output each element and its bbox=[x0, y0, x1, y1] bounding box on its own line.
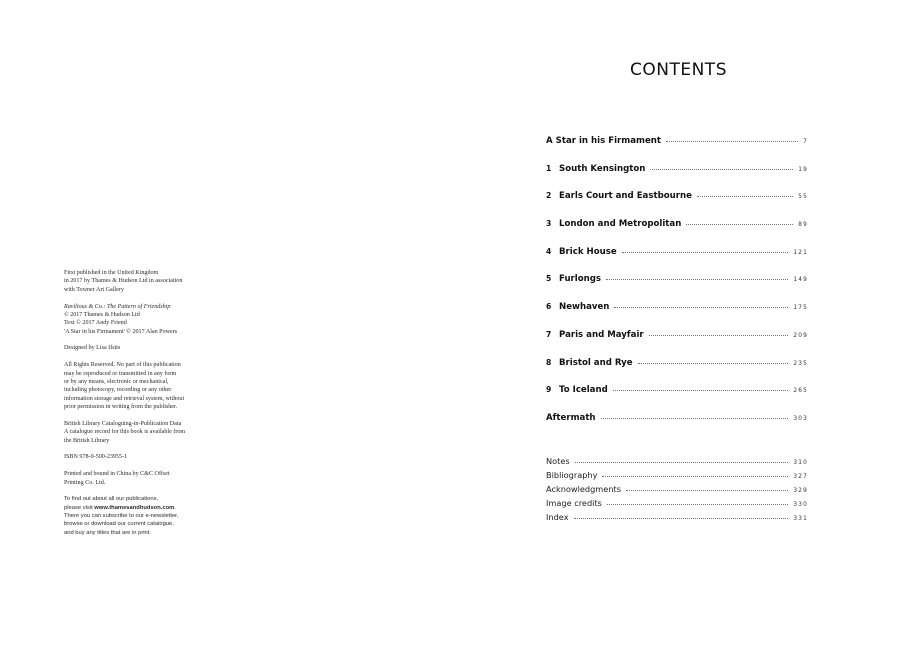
dot-leader bbox=[606, 279, 788, 280]
imprint-copyright-notes bbox=[64, 303, 234, 337]
imprint-line: Printed and bound in China by C&C Offset bbox=[64, 471, 170, 478]
toc-entry[interactable] bbox=[546, 219, 808, 247]
imprint-copyright bbox=[64, 269, 234, 546]
toc-entry-title: Index bbox=[546, 511, 569, 522]
toc-entry-title: Earls Court and Eastbourne bbox=[559, 191, 692, 202]
toc-entry-title: Furlongs bbox=[559, 274, 602, 285]
toc-entry[interactable] bbox=[546, 358, 808, 386]
chapter-number: 9 bbox=[546, 385, 552, 395]
dot-leader bbox=[686, 224, 793, 225]
dot-leader bbox=[649, 335, 789, 336]
dot-leader bbox=[622, 252, 789, 253]
imprint-line: First published in the United Kingdom bbox=[64, 270, 159, 276]
dot-leader bbox=[666, 141, 798, 142]
toc-page-number: 121 bbox=[793, 249, 808, 256]
toc-entry[interactable] bbox=[546, 274, 808, 302]
toc-back-matter-list bbox=[546, 456, 808, 525]
toc-entry-title: South Kensington bbox=[559, 163, 646, 174]
imprint-website-note bbox=[64, 495, 234, 537]
toc-page-number: 331 bbox=[793, 515, 808, 522]
imprint-line: 'A Star in his Firmament' © 2017 Alan Powers bbox=[64, 328, 178, 335]
imprint-designer bbox=[64, 344, 234, 352]
toc-entry-title: To Iceland bbox=[559, 385, 608, 396]
imprint-line: Text © 2017 Andy Friend bbox=[64, 320, 127, 327]
imprint-line: information storage and retrieval system, without bbox=[64, 395, 185, 402]
imprint-line: browse or download our current catalogue, bbox=[64, 521, 174, 528]
toc-page-number: 175 bbox=[793, 305, 808, 312]
dot-leader bbox=[614, 307, 788, 308]
chapter-number: 6 bbox=[546, 302, 552, 312]
toc-entry[interactable] bbox=[546, 330, 808, 358]
chapter-number: 1 bbox=[546, 163, 552, 173]
toc-entry-title: Bibliography bbox=[546, 469, 598, 480]
toc-page-number: 327 bbox=[793, 473, 808, 480]
dot-leader bbox=[613, 390, 789, 391]
chapter-number: 3 bbox=[546, 219, 552, 229]
toc-page-number: 303 bbox=[793, 415, 808, 422]
toc-page-number: 265 bbox=[793, 388, 808, 395]
chapter-number: 7 bbox=[546, 329, 552, 339]
chapter-number: 2 bbox=[546, 191, 552, 201]
toc-entry-title: Image credits bbox=[546, 497, 602, 508]
imprint-book-title: Ravilious & Co.: The Pattern of Friendship bbox=[64, 303, 171, 310]
toc-page-number: 19 bbox=[798, 166, 808, 173]
toc-entry-title: Bristol and Rye bbox=[559, 357, 633, 368]
toc-main-list bbox=[546, 136, 808, 441]
toc-entry[interactable] bbox=[546, 302, 808, 330]
toc-entry[interactable] bbox=[546, 484, 808, 498]
imprint-line: British Library Cataloguing-in-Publication Data bbox=[64, 420, 182, 427]
right-page bbox=[450, 0, 900, 652]
toc-entry[interactable] bbox=[546, 512, 808, 526]
imprint-publication-note bbox=[64, 269, 234, 294]
toc-entry-title: London and Metropolitan bbox=[559, 219, 682, 230]
imprint-line: or by any means, electronic or mechanical, bbox=[64, 378, 169, 385]
imprint-line: Printing Co. Ltd. bbox=[64, 479, 106, 486]
toc-entry[interactable] bbox=[546, 470, 808, 484]
dot-leader bbox=[607, 504, 788, 505]
imprint-printer bbox=[64, 470, 234, 487]
toc-entry[interactable] bbox=[546, 498, 808, 512]
dot-leader bbox=[697, 196, 793, 197]
toc-entry-title: Newhaven bbox=[559, 302, 610, 313]
toc-entry[interactable] bbox=[546, 191, 808, 219]
contents-heading: CONTENTS bbox=[630, 60, 727, 80]
imprint-line: prior permission in writing from the publisher. bbox=[64, 404, 178, 411]
toc-entry-title: Aftermath bbox=[546, 412, 596, 423]
toc-page-number: 235 bbox=[793, 360, 808, 367]
toc-page-number: 330 bbox=[793, 501, 808, 508]
imprint-line: with Towner Art Gallery bbox=[64, 286, 124, 293]
imprint-line: may be reproduced or transmitted in any form bbox=[64, 370, 177, 377]
imprint-line: the British Library bbox=[64, 437, 110, 444]
toc-page-number: 7 bbox=[803, 139, 808, 145]
chapter-number: 5 bbox=[546, 274, 552, 284]
dot-leader bbox=[575, 462, 789, 463]
dot-leader bbox=[601, 418, 789, 419]
imprint-line: To find out about all our publications, bbox=[64, 496, 159, 503]
imprint-line: Designed by Lisa Ifsits bbox=[64, 345, 121, 352]
toc-entry[interactable] bbox=[546, 136, 808, 164]
toc-page-number: 310 bbox=[793, 460, 808, 466]
imprint-cataloguing bbox=[64, 420, 234, 445]
toc-page-number: 209 bbox=[793, 332, 808, 339]
toc-entry[interactable] bbox=[546, 385, 808, 413]
toc-page-number: 55 bbox=[798, 194, 808, 201]
toc-entry-title: A Star in his Firmament bbox=[546, 136, 662, 146]
imprint-line: and buy any titles that are in print. bbox=[64, 529, 152, 536]
imprint-line: ISBN 978-0-500-23955-1 bbox=[64, 454, 128, 461]
chapter-number: 8 bbox=[546, 357, 552, 367]
dot-leader bbox=[574, 518, 789, 519]
toc-entry[interactable] bbox=[546, 247, 808, 275]
dot-leader bbox=[650, 169, 793, 170]
dot-leader bbox=[602, 476, 788, 477]
toc-page-number: 329 bbox=[793, 487, 808, 494]
imprint-line: in 2017 by Thames & Hudson Ltd in association bbox=[64, 278, 183, 285]
toc-entry-title: Acknowledgments bbox=[546, 483, 621, 494]
toc-page-number: 149 bbox=[793, 277, 808, 284]
imprint-rights bbox=[64, 361, 234, 411]
chapter-number: 4 bbox=[546, 246, 552, 256]
toc-entry-title: Brick House bbox=[559, 246, 617, 257]
imprint-isbn bbox=[64, 453, 234, 461]
toc-entry[interactable] bbox=[546, 164, 808, 192]
toc-page-number: 89 bbox=[798, 222, 808, 229]
imprint-line: All Rights Reserved. No part of this publication bbox=[64, 362, 181, 369]
imprint-line: please visit www.thamesandhudson.com. bbox=[64, 504, 176, 511]
imprint-line: including photocopy, recording or any other bbox=[64, 387, 172, 394]
toc-entry[interactable] bbox=[546, 413, 808, 441]
dot-leader bbox=[626, 490, 788, 491]
toc-entry-title: Notes bbox=[546, 456, 570, 466]
imprint-line: © 2017 Thames & Hudson Ltd bbox=[64, 311, 140, 318]
toc-entry-title: Paris and Mayfair bbox=[559, 329, 644, 340]
toc-entry[interactable] bbox=[546, 456, 808, 470]
publisher-website-link[interactable]: www.thamesandhudson.com bbox=[94, 504, 175, 511]
dot-leader bbox=[638, 363, 789, 364]
imprint-line: There you can subscribe to our e-newsletter, bbox=[64, 513, 179, 520]
imprint-line: A catalogue record for this book is available from bbox=[64, 429, 186, 436]
